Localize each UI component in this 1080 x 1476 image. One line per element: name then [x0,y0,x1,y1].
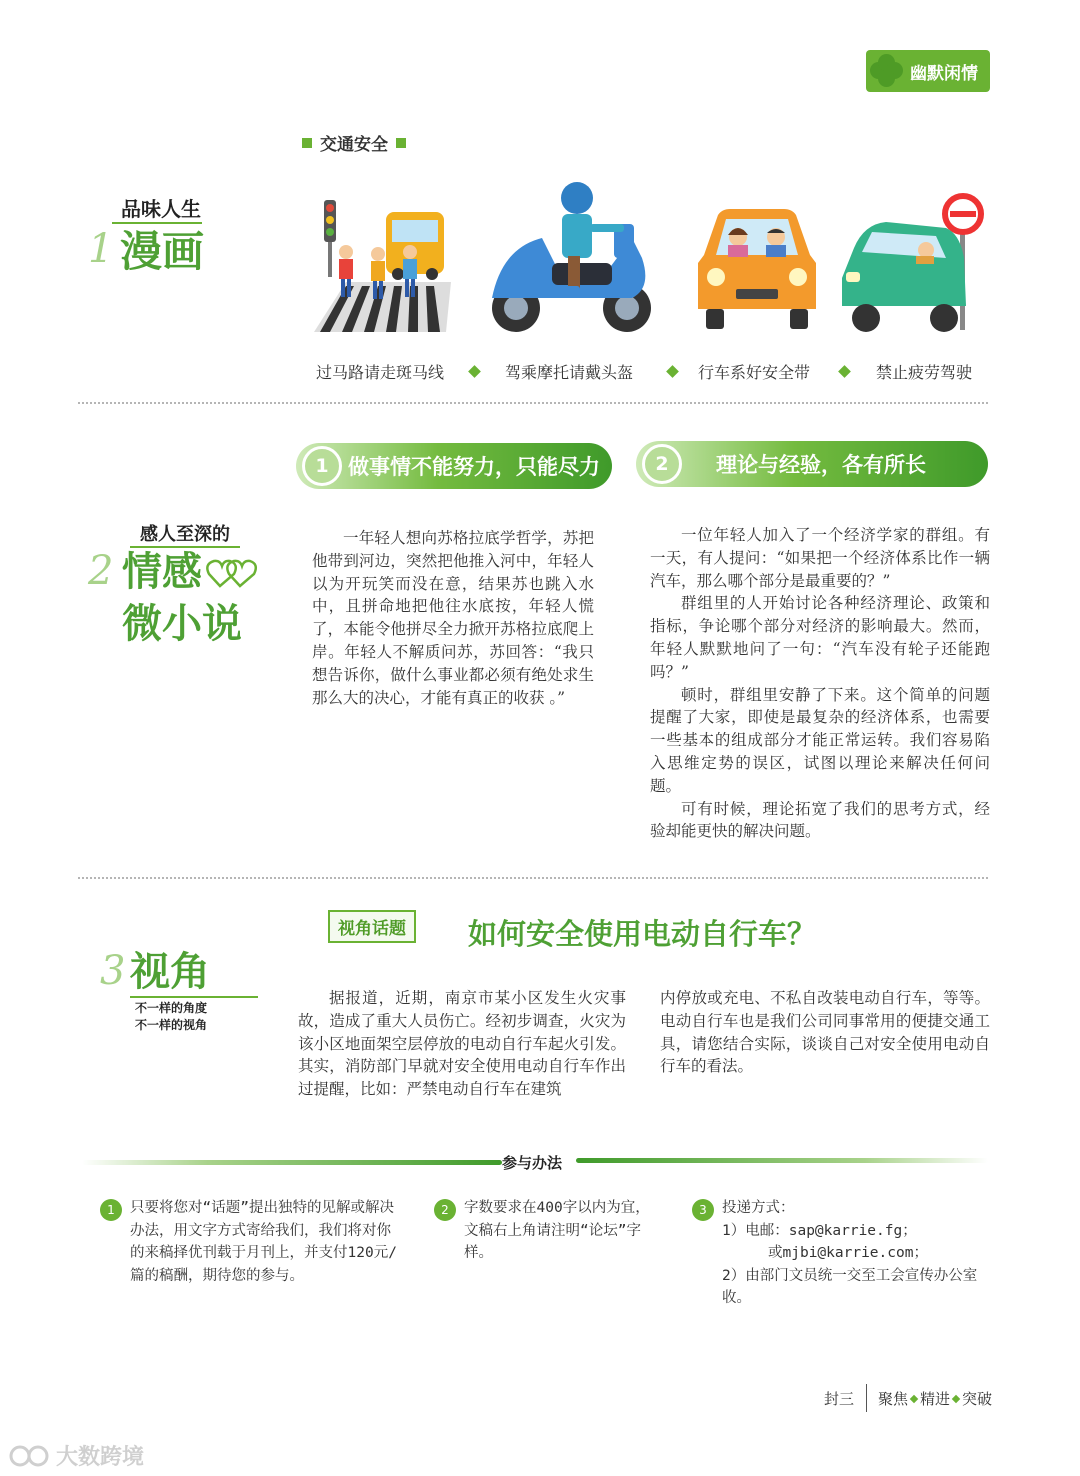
participate-title: 参与办法 [502,1154,563,1172]
section3-title: 视角 [130,949,210,995]
participate-step-3 [722,1197,984,1310]
topic-badge: 视角话题 [328,910,416,943]
topic-paragraph: 内停放或充电、不私自改装电动自行车，等等。电动自行车也是我们公司同事常用的便捷交通工具，请您结合实际，谈谈自己对安全使用电动自行车的看法。 [660,989,990,1076]
diamond-bullet [666,365,679,378]
topic-text: 交通安全 [320,135,388,155]
step-number-2: 2 [434,1199,456,1221]
step-number-3: 3 [692,1199,714,1221]
section2-subtitle: 感人至深的 [140,524,230,545]
delivery-office: 2）由部门文员统一交至工会宣传办公室收。 [722,1267,978,1306]
section-divider [78,877,988,879]
step-number-1: 1 [100,1199,122,1221]
story2-paragraph: 顿时，群组里安静了下来。这个简单的问题提醒了大家，即使是最复杂的经济体系，也需要一些基本的组成部分才能正常运转。我们容易陷入思维定势的误区，试图以理论来解决任何问题。 [650,685,990,795]
participate-step-2: 字数要求在400字以内为宜，文稿右上角请注明“论坛”字样。 [464,1200,650,1261]
story1-paragraph: 一年轻人想向苏格拉底学哲学，苏把他带到河边，突然把他推入河中，年轻人以为开玩笑而没在意，结果苏也跳入水中，且拼命地把他往水底按，年轻人慌了，本能令他拼尽全力掀开苏格拉底爬上岸。年轻人不解质问苏，苏回答：“我只想告诉你，做什么事业都必须有绝处求生那么大的决心，才能有真正的收获 。” [312,529,594,707]
page-label: 封三 [824,1390,855,1408]
watermark-text: 大数跨境 [56,1445,145,1470]
hearts-icon [206,556,258,590]
story2-paragraph: 群组里的人开始讨论各种经济理论、政策和指标，争论哪个部分对经济的影响最大。然而，年轻人默默地问了一句：“汽车没有轮子还能跑吗？” [650,594,990,681]
section-divider [78,402,988,404]
section3-sub2: 不一样的视角 [135,1018,208,1032]
section-tab-label: 幽默闲情 [910,63,978,84]
participate-step-1: 只要将您对“话题”提出独特的见解或解决办法，用文字方式寄给我们，我们将对你的来稿择优刊载于月刊上，并支付120元/篇的稿酬，期待您的参与。 [130,1200,397,1284]
section3-tagline [135,1000,207,1034]
divider [130,996,258,998]
watermark [8,1440,144,1471]
story2-paragraph: 可有时候，理论拓宽了我们的思考方式，经验却能更快的解决问题。 [650,799,990,841]
participate-rule-left [82,1160,502,1165]
footer-slogan [878,1388,992,1409]
scooter-illustration [482,178,662,340]
story2-title: 理论与经验，各有所长 [716,453,926,477]
story2-header [636,441,988,487]
diamond-bullet [952,1394,960,1402]
diamond-bullet [468,365,481,378]
section1-subtitle: 品味人生 [121,197,201,221]
topic-paragraph: 据报道，近期，南京市某小区发生火灾事故，造成了重大人员伤亡。经初步调查，火灾为该小区地面架空层停放的电动自行车起火引发。其实，消防部门早就对安全使用电动自行车作出过提醒，比如：严禁电动自行车在建筑 [298,989,626,1099]
delivery-label: 投递方式： [722,1200,795,1216]
story2-number: 2 [642,444,682,484]
delivery-email2: 或mjbi@karrie.com； [768,1245,928,1261]
diamond-bullet [910,1394,918,1402]
story1-title: 做事情不能努力，只能尽力 [348,455,600,479]
section3-sub1: 不一样的角度 [135,1001,208,1015]
footer-divider [866,1384,867,1412]
topic-body-col1 [298,987,626,1101]
section3-number: 3 [100,948,126,994]
caption-fatigue: 禁止疲劳驾驶 [876,363,973,382]
delivery-email1: 1）电邮：sap@karrie.fg； [722,1222,917,1239]
divider [112,222,202,224]
slogan-word: 精进 [920,1390,951,1408]
car-seatbelt-illustration [690,205,822,333]
diamond-bullet [838,365,851,378]
section1-number: 1 [88,226,114,272]
watermark-logo-icon [8,1444,52,1468]
slogan-word: 聚焦 [878,1390,909,1408]
story1-number: 1 [302,446,342,486]
caption-seatbelt: 行车系好安全带 [698,363,811,382]
section-tab [866,50,990,92]
section2-title-line1: 情感 [122,549,202,595]
section2-title-line2: 微小说 [122,601,242,647]
topic-body-col2 [660,987,990,1078]
square-bullet [396,138,406,148]
topic-label [302,130,406,155]
participate-rule-right [576,1158,988,1163]
caption-crosswalk: 过马路请走斑马线 [316,363,445,382]
caption-helmet: 驾乘摩托请戴头盔 [505,363,634,382]
clover-icon [870,54,904,88]
topic-headline: 如何安全使用电动自行车？ [468,917,817,951]
fatigue-driving-illustration [836,188,988,336]
story2-paragraph: 一位年轻人加入了一个经济学家的群组。有一天，有人提问：“如果把一个经济体系比作一辆汽车，那么哪个部分是最重要的？” [650,526,990,590]
story1-header [296,443,612,489]
section2-number: 2 [88,548,114,594]
story1-body [312,527,594,709]
crosswalk-illustration [306,190,456,335]
section1-title: 漫画 [120,227,205,276]
story2-body [650,524,990,843]
slogan-word: 突破 [962,1390,993,1408]
square-bullet [302,138,312,148]
